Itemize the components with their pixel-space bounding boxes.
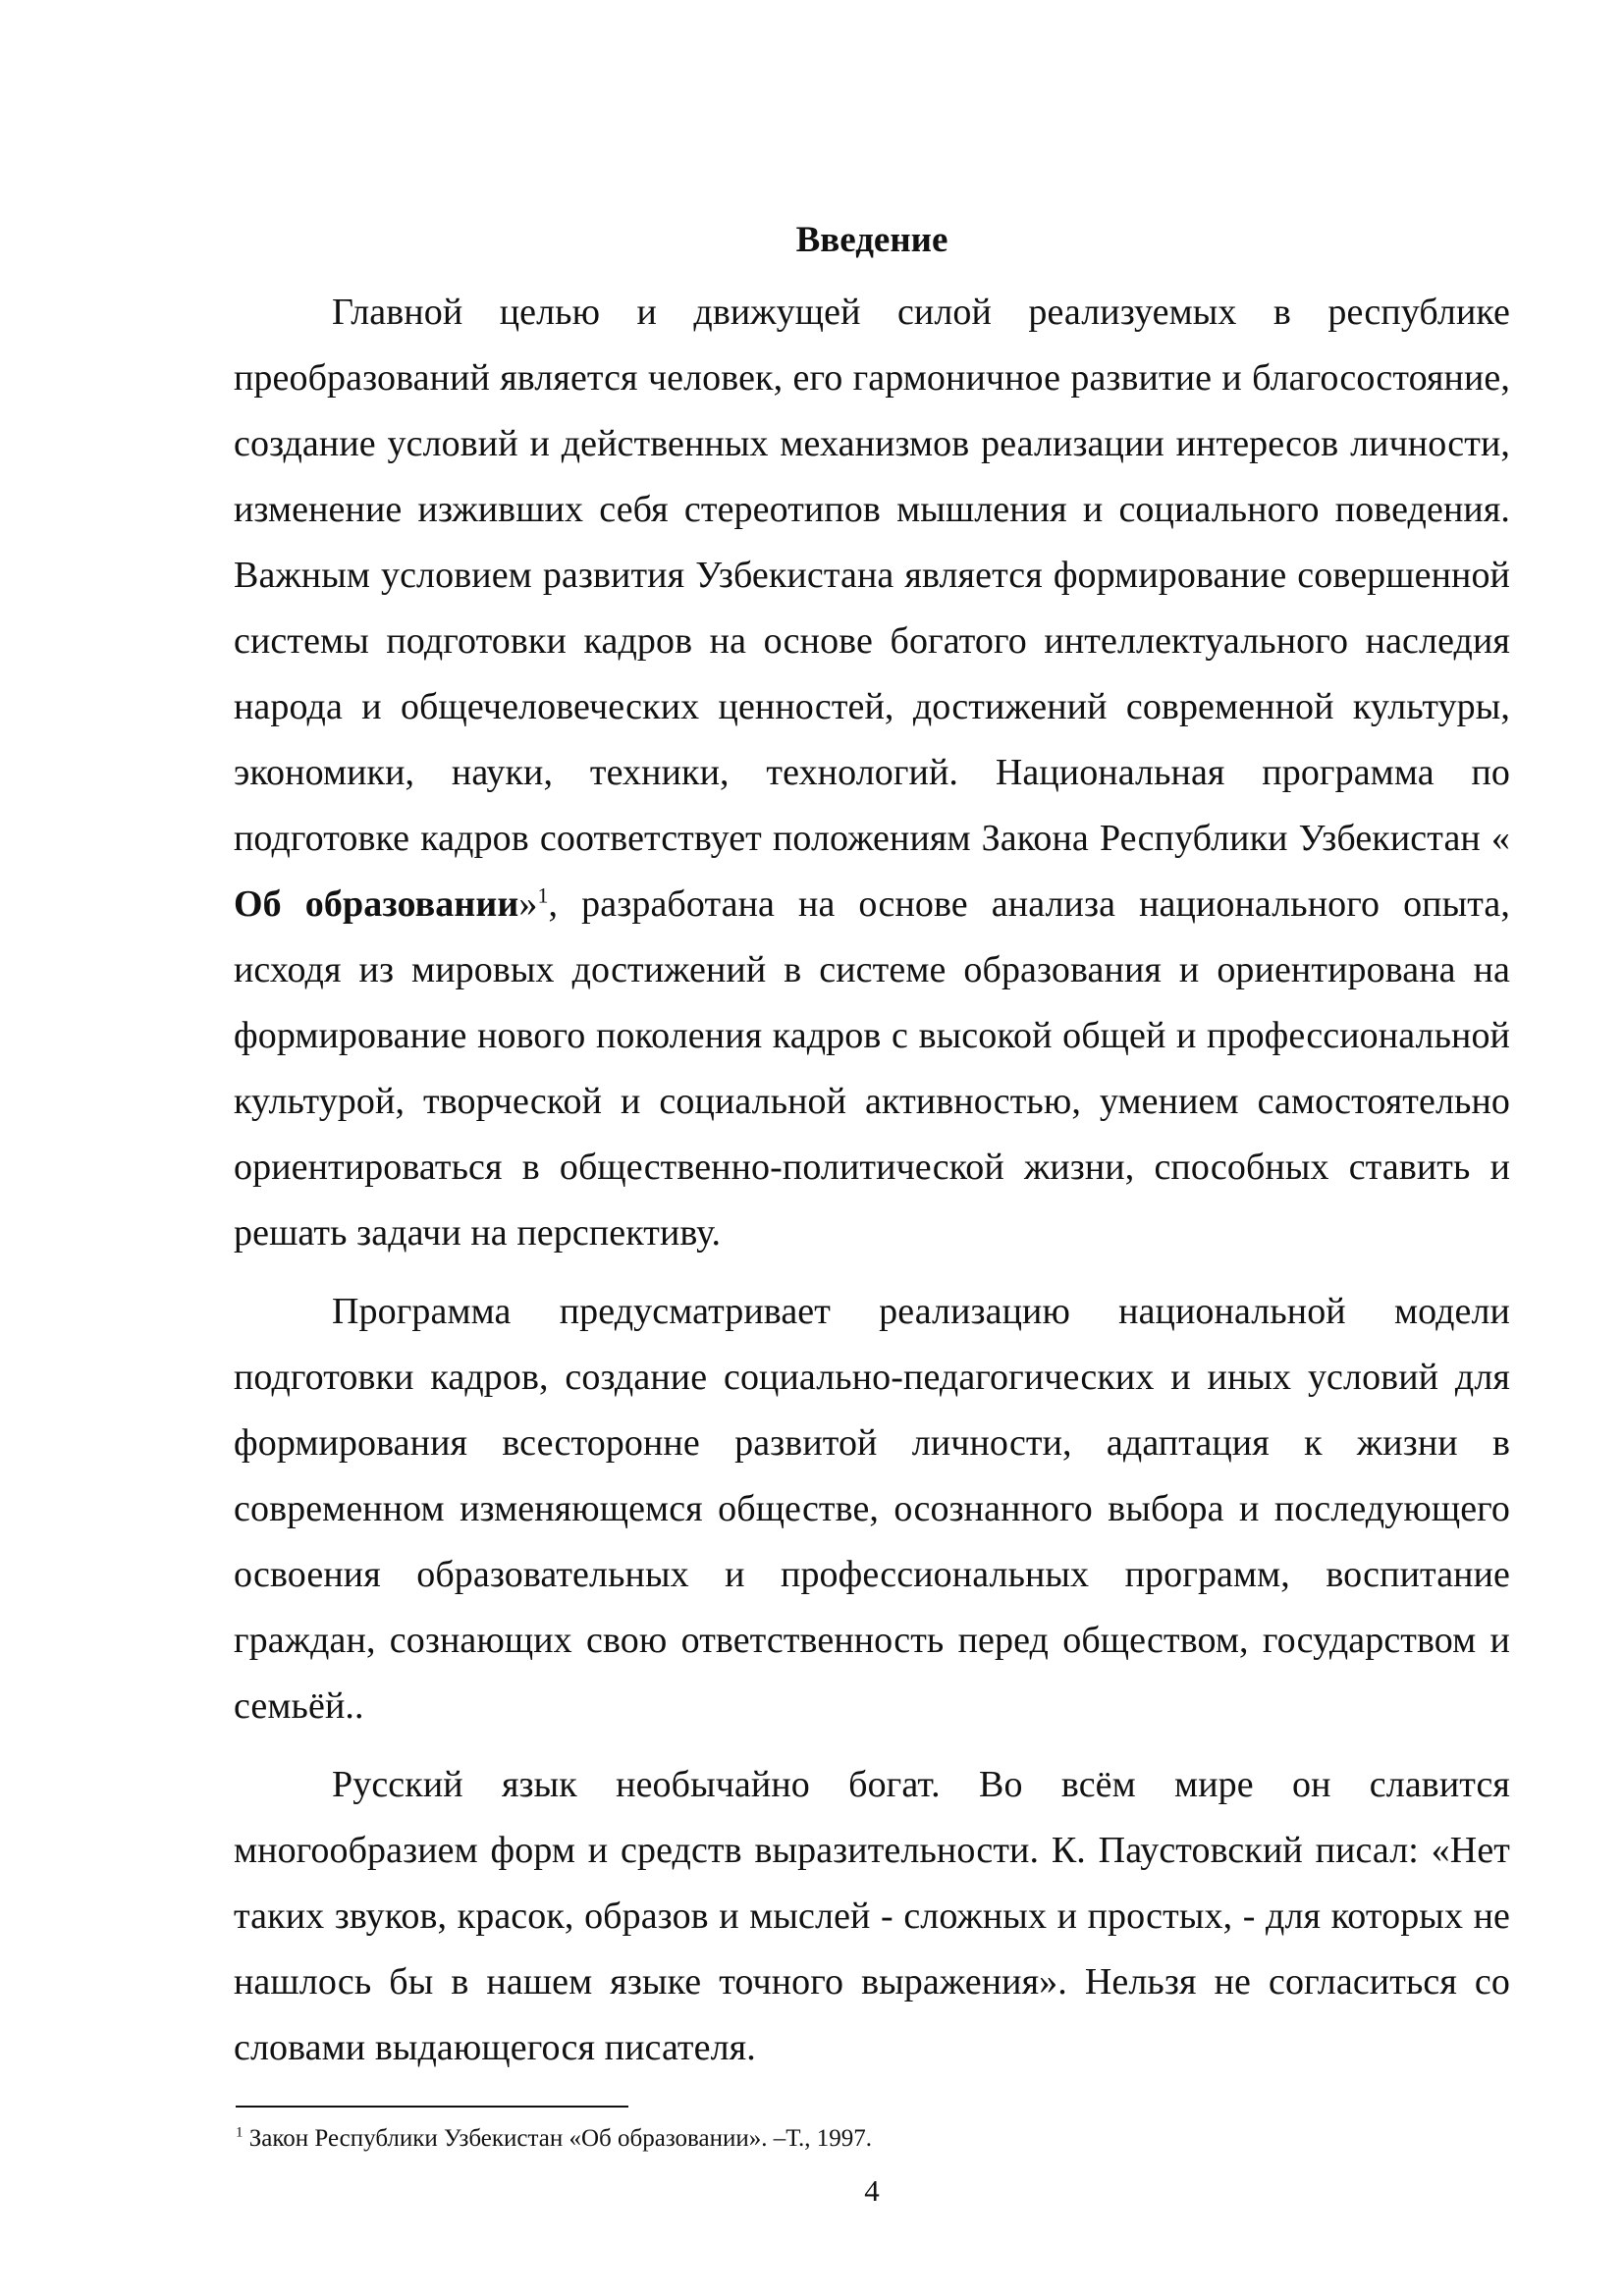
footnote-marker: 1 <box>236 2124 244 2141</box>
body-text <box>234 280 1510 2081</box>
paragraph-2: Программа предусматривает реализацию национальной модели подготовки кадров, создание социально-педагогических и иных условий для формирования всесторонне развитой личности, адаптация к жизни в современном изменяющемся обществе, осознанного выбора и последующего освоения образовательных и профессиональных программ, воспитание граждан, сознающих свою ответственность перед обществом, государством и семьёй.. <box>234 1291 1510 1727</box>
footnote-separator <box>236 2106 628 2108</box>
law-title-closing-quote: » <box>518 883 538 925</box>
paragraph-1 <box>234 280 1510 1266</box>
section-heading: Введение <box>795 220 948 260</box>
footnote-reference: 1 <box>537 882 549 908</box>
paragraph-3: Русский язык необычайно богат. Во всём мире он славится многообразием форм и средств выразительности. К. Паустовский писал: «Нет таких звуков, красок, образов и мыслей - сложных и простых, - для которых не нашлось бы в нашем языке точного выражения». Нельзя не согласиться со словами выдающегося писателя. <box>234 1764 1510 2068</box>
paragraph-1-text-start: Главной целью и движущей силой реализуемых в республике преобразований является человек, его гармоничное развитие и благосостояние, создание условий и действенных механизмов реализации интересов личности, изменение изживших себя стереотипов мышления и социального поведения. Важным условием развития Узбекистана является формирование совершенной системы подготовки кадров на основе богатого интеллектуального наследия народа и общечеловеческих ценностей, достижений современной культуры, экономики, науки, техники, технологий. Национальная программа по подготовке кадров соответствует положениям Закона Республики Узбекистан « <box>234 292 1510 859</box>
footnote-text: Закон Республики Узбекистан «Об образовании». –Т., 1997. <box>243 2125 873 2152</box>
page-number: 4 <box>864 2173 880 2208</box>
footnote <box>236 2122 1512 2156</box>
law-title: Об образовании <box>234 883 519 925</box>
paragraph-1-text-end: , разработана на основе анализа национального опыта, исходя из мировых достижений в системе образования и ориентирована на формирование нового поколения кадров с высокой общей и профессиональной культурой, творческой и социальной активностью, умением самостоятельно ориентироваться в общественно-политической жизни, способных ставить и решать задачи на перспективу. <box>234 883 1510 1254</box>
